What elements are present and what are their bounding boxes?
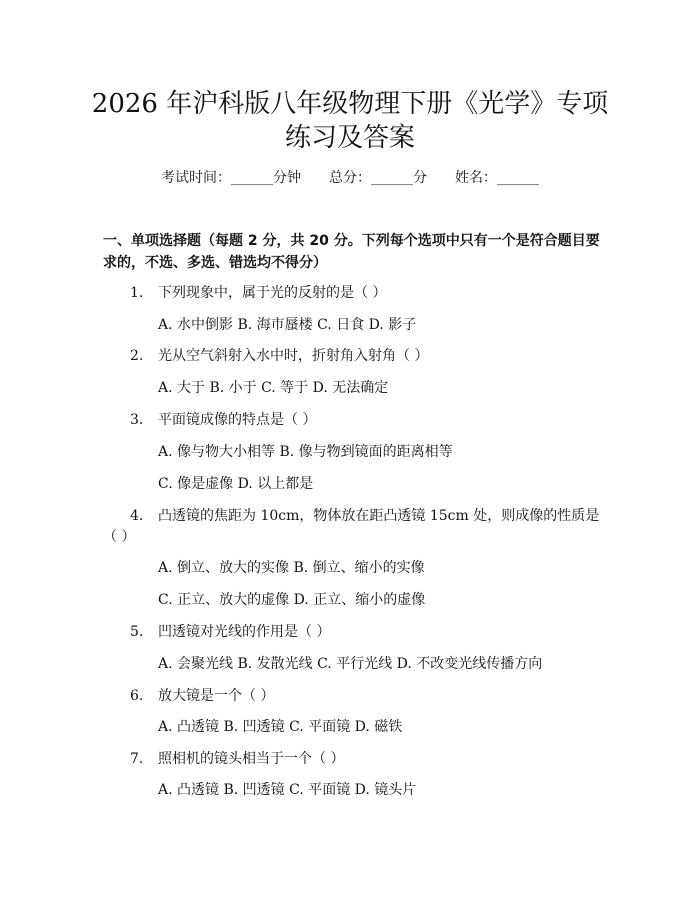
question-number: 5. (130, 624, 144, 640)
time-label: 考试时间： (161, 170, 231, 186)
question-number: 3. (130, 412, 144, 428)
question-stem-continuation: （ ） (103, 529, 136, 545)
page-title-line-2: 练习及答案 (284, 123, 415, 153)
time-blank[interactable]: ______ (231, 170, 273, 186)
exam-info (0, 169, 700, 187)
question-stem: 光从空气斜射入水中时，折射角入射角（ ） (158, 348, 429, 364)
score-blank[interactable]: ______ (371, 170, 413, 186)
question-options: C. 正立、放大的虚像 D. 正立、缩小的虚像 (158, 592, 426, 608)
time-unit: 分钟 (273, 170, 301, 186)
name-blank[interactable]: ______ (497, 170, 539, 186)
question-stem: 平面镜成像的特点是（ ） (158, 412, 317, 428)
question-options: A. 会聚光线 B. 发散光线 C. 平行光线 D. 不改变光线传播方向 (158, 656, 543, 672)
question-options: A. 大于 B. 小于 C. 等于 D. 无法确定 (158, 380, 389, 396)
question-number: 6. (130, 688, 144, 704)
question-options: A. 像与物大小相等 B. 像与物到镜面的距离相等 (158, 444, 453, 460)
question-number: 4. (130, 508, 144, 524)
question-options: A. 凸透镜 B. 凹透镜 C. 平面镜 D. 镜头片 (158, 782, 417, 798)
question-options: A. 水中倒影 B. 海市蜃楼 C. 日食 D. 影子 (158, 317, 417, 333)
section-heading: 一、单项选择题（每题 2 分，共 20 分。下列每个选项中只有一个是符合题目要求的，不选、多选、错选均不得分） (103, 233, 600, 271)
question-number: 7. (130, 751, 144, 767)
question-stem: 凸透镜的焦距为 10cm，物体放在距凸透镜 15cm 处，则成像的性质是 (158, 508, 600, 524)
question-options: C. 像是虚像 D. 以上都是 (158, 476, 314, 492)
question-number: 2. (130, 348, 144, 364)
question-options: A. 凸透镜 B. 凹透镜 C. 平面镜 D. 磁铁 (158, 719, 403, 735)
page-title-line-1: 2026 年沪科版八年级物理下册《光学》专项 (91, 89, 609, 119)
name-label: 姓名： (455, 170, 497, 186)
question-stem: 照相机的镜头相当于一个（ ） (158, 751, 345, 767)
question-options: A. 倒立、放大的实像 B. 倒立、缩小的实像 (158, 560, 425, 576)
question-number: 1. (130, 285, 144, 301)
score-unit: 分 (413, 170, 427, 186)
score-label: 总分： (329, 170, 371, 186)
question-stem: 凹透镜对光线的作用是（ ） (158, 624, 331, 640)
question-stem: 下列现象中，属于光的反射的是（ ） (158, 285, 387, 301)
question-stem: 放大镜是一个（ ） (158, 688, 275, 704)
